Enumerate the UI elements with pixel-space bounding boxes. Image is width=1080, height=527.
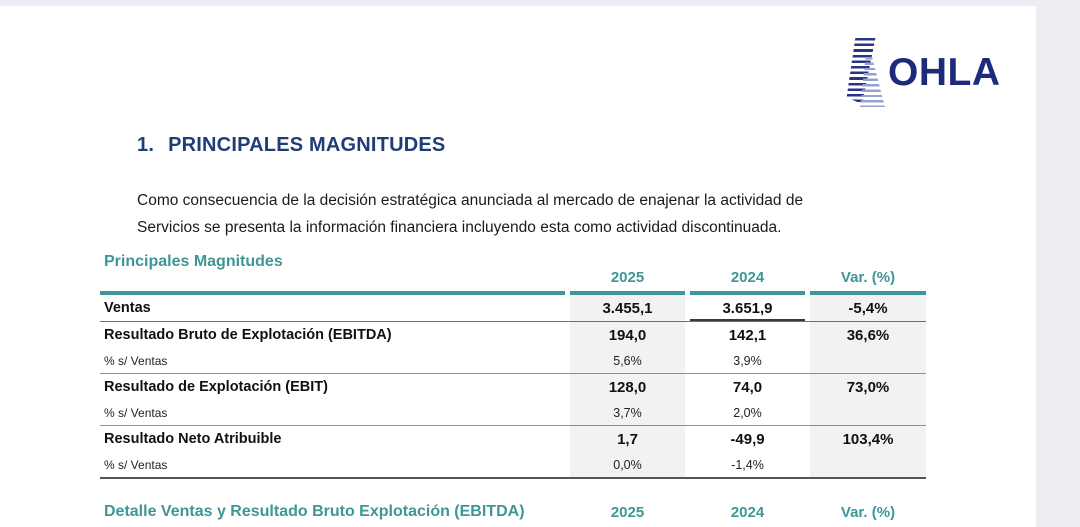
value-var: 36,6% <box>810 322 926 348</box>
document-page <box>0 6 1036 527</box>
principales-magnitudes-table <box>100 250 926 479</box>
intro-line-2: Servicios se presenta la información financiera incluyendo esta como actividad discontinuada. <box>137 219 782 236</box>
detalle-column-var: Var. (%) <box>840 504 896 521</box>
table-row <box>100 426 926 452</box>
detalle-table-header <box>100 492 926 523</box>
intro-line-1: Como consecuencia de la decisión estratégica anunciada al mercado de enajenar la actividad de <box>137 192 804 209</box>
ohla-logo <box>841 36 1001 108</box>
detalle-table-title: Detalle Ventas y Resultado Bruto Explotación (EBITDA) <box>104 503 525 520</box>
value-2024: 2,0% <box>733 405 762 420</box>
table-row <box>100 400 926 426</box>
value-var: 73,0% <box>810 374 926 400</box>
ohla-tower-icon <box>841 36 885 108</box>
section-title: PRINCIPALES MAGNITUDES <box>168 134 446 156</box>
intro-paragraph <box>137 187 877 241</box>
column-header-var: Var. (%) <box>840 269 896 286</box>
detalle-column-2024: 2024 <box>730 504 765 521</box>
value-2025: 5,6% <box>570 348 685 373</box>
value-var <box>810 400 926 425</box>
value-2025: 1,7 <box>570 426 685 452</box>
logo-wordmark: OHLA <box>888 50 1001 94</box>
row-label: % s/ Ventas <box>104 353 168 368</box>
column-header-2024: 2024 <box>730 269 765 286</box>
table-row <box>100 452 926 479</box>
table-header-row <box>100 250 926 291</box>
row-label: Ventas <box>104 300 151 316</box>
detalle-column-2025: 2025 <box>610 504 645 521</box>
column-header-2025: 2025 <box>610 269 645 286</box>
value-2025: 3.455,1 <box>570 295 685 321</box>
section-number: 1. <box>137 134 155 156</box>
row-label: % s/ Ventas <box>104 457 168 472</box>
table-row <box>100 295 926 322</box>
value-2024: 3,9% <box>733 353 762 368</box>
row-label: Resultado Bruto de Explotación (EBITDA) <box>104 327 392 343</box>
value-var <box>810 348 926 373</box>
value-var <box>810 452 926 477</box>
table-row <box>100 374 926 400</box>
value-2024: 74,0 <box>732 378 763 396</box>
value-2025: 194,0 <box>570 322 685 348</box>
row-label: Resultado de Explotación (EBIT) <box>104 379 328 395</box>
section-heading <box>137 134 445 157</box>
value-2025: 3,7% <box>570 400 685 425</box>
table-title: Principales Magnitudes <box>104 253 283 270</box>
value-2025: 128,0 <box>570 374 685 400</box>
value-2024: -49,9 <box>730 430 765 448</box>
value-2024: 3.651,9 <box>690 295 805 321</box>
table-row <box>100 322 926 348</box>
row-label: Resultado Neto Atribuible <box>104 431 282 447</box>
value-var: 103,4% <box>810 426 926 452</box>
value-2024: 142,1 <box>728 326 767 344</box>
value-2025: 0,0% <box>570 452 685 477</box>
value-var: -5,4% <box>810 295 926 321</box>
row-label: % s/ Ventas <box>104 405 168 420</box>
value-2024: -1,4% <box>731 457 764 472</box>
table-row <box>100 348 926 374</box>
